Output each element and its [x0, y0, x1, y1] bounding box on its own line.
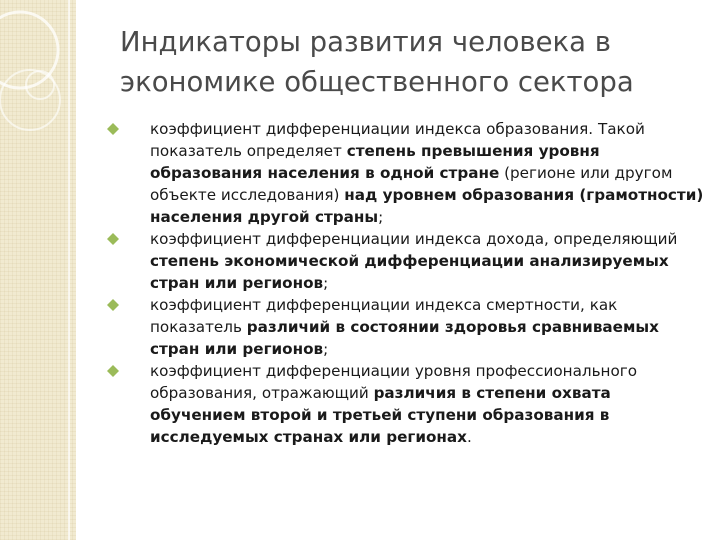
- diamond-bullet-icon: [106, 298, 120, 312]
- bullet-item: [104, 228, 704, 294]
- bullet-list: [104, 118, 704, 448]
- decorative-side-band: [0, 0, 76, 540]
- decorative-divider-line: [68, 0, 70, 540]
- bullet-item: [104, 360, 704, 448]
- diamond-bullet-icon: [106, 232, 120, 246]
- bullet-text: коэффициент дифференциации индекса образования. Такой показатель определяет степень превышения уровня образования населения в одной стране (регионе или другом объекте исследования) над уровнем образования (грамотности) населения другой страны;: [150, 120, 704, 226]
- bullet-item: [104, 118, 704, 228]
- bullet-text: коэффициент дифференциации уровня профессионального образования, отражающий различия в степени охвата обучением второй и третьей ступени образования в исследуемых странах или регионах.: [150, 362, 638, 446]
- decorative-circles: [0, 0, 76, 540]
- diamond-bullet-icon: [106, 122, 120, 136]
- bullet-text: коэффициент дифференциации индекса смертности, как показатель различий в состоянии здоровья сравниваемых стран или регионов;: [150, 296, 659, 358]
- slide-title: Индикаторы развития человека в экономике общественного сектора: [120, 26, 634, 98]
- bullet-item: [104, 294, 704, 360]
- bullet-text: коэффициент дифференциации индекса дохода, определяющий степень экономической дифференциации анализируемых стран или регионов;: [150, 230, 678, 292]
- diamond-bullet-icon: [106, 364, 120, 378]
